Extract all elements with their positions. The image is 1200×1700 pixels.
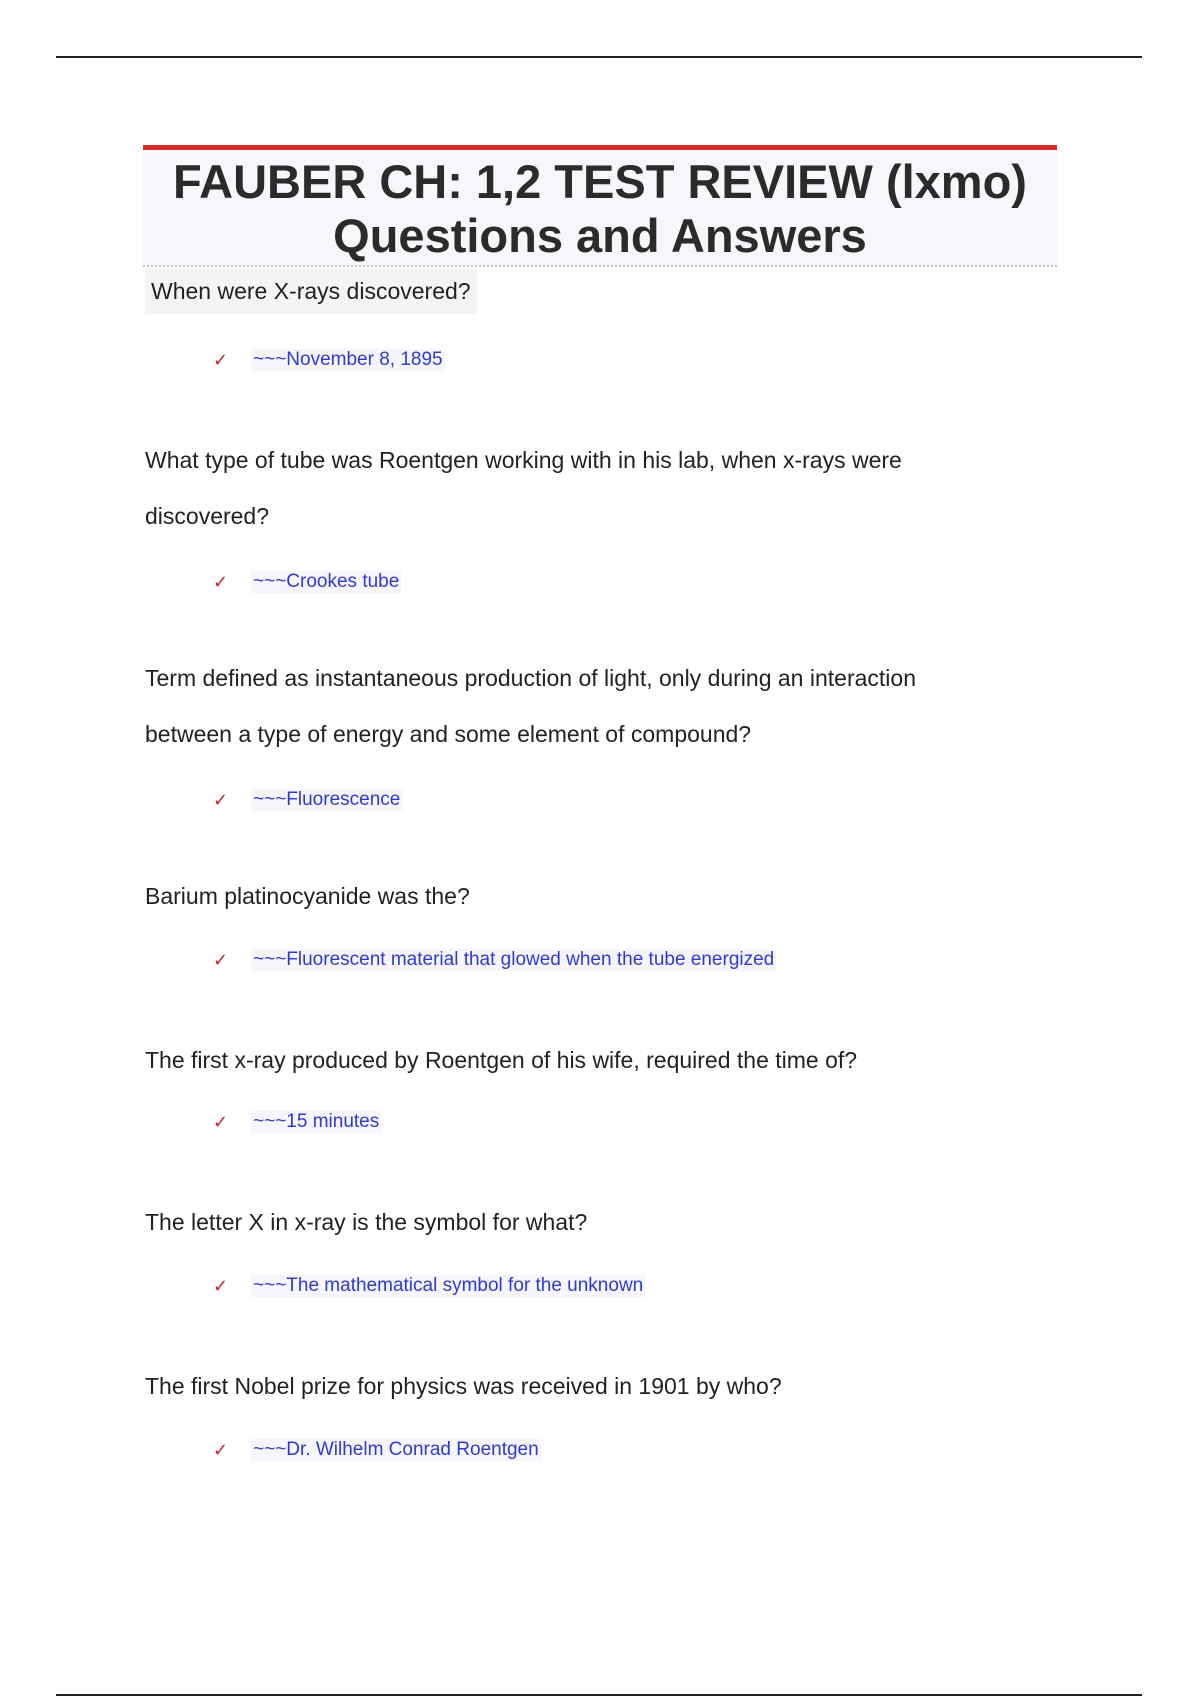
check-mark-icon: ✓ (213, 571, 229, 593)
question-text-line-2: between a type of energy and some element of compound? (145, 721, 752, 747)
answer-text: ~~~Fluorescent material that glowed when the tube energized (253, 949, 775, 970)
check-mark-icon: ✓ (213, 349, 229, 371)
page-bottom-rule (56, 1694, 1142, 1696)
question-text-line-1: Term defined as instantaneous production of light, only during an interaction (145, 665, 916, 691)
answer-row (213, 1428, 1045, 1472)
qa-list (145, 268, 1045, 1472)
document-title-line-1: FAUBER CH: 1,2 TEST REVIEW (lxmo) (173, 155, 1027, 208)
page-top-rule (56, 56, 1142, 58)
question-text-line-1: What type of tube was Roentgen working with in his lab, when x-rays were (145, 447, 902, 473)
answer-text: ~~~Dr. Wilhelm Conrad Roentgen (253, 1439, 539, 1460)
qa-item (145, 1032, 1045, 1144)
question-text: Barium platinocyanide was the? (145, 883, 470, 909)
check-mark-icon: ✓ (213, 1439, 229, 1461)
answer-row (213, 938, 1045, 982)
qa-item (145, 432, 1045, 604)
answer-row (213, 1264, 1045, 1308)
question-text-line-2: discovered? (145, 503, 270, 529)
check-mark-icon: ✓ (213, 789, 229, 811)
answer-row (213, 778, 1045, 822)
answer-row (213, 1100, 1045, 1144)
check-mark-icon: ✓ (213, 1111, 229, 1133)
answer-row (213, 338, 1045, 382)
qa-item (145, 1358, 1045, 1472)
answer-text: ~~~November 8, 1895 (253, 349, 443, 370)
question-text: The letter X in x-ray is the symbol for what? (145, 1209, 588, 1235)
qa-item (145, 268, 1045, 382)
qa-item (145, 1194, 1045, 1308)
answer-text: ~~~The mathematical symbol for the unknown (253, 1275, 644, 1296)
document-title-block (143, 145, 1057, 267)
answer-text: ~~~Crookes tube (253, 571, 400, 592)
answer-text: ~~~15 minutes (253, 1111, 380, 1132)
check-mark-icon: ✓ (213, 949, 229, 971)
question-text: The first Nobel prize for physics was received in 1901 by who? (145, 1373, 782, 1399)
question-text: When were X-rays discovered? (145, 268, 477, 314)
question-text: The first x-ray produced by Roentgen of his wife, required the time of? (145, 1047, 858, 1073)
qa-item (145, 650, 1045, 822)
check-mark-icon: ✓ (213, 1275, 229, 1297)
answer-row (213, 560, 1045, 604)
document-title-line-2: Questions and Answers (333, 209, 867, 262)
answer-text: ~~~Fluorescence (253, 789, 401, 810)
qa-item (145, 868, 1045, 982)
